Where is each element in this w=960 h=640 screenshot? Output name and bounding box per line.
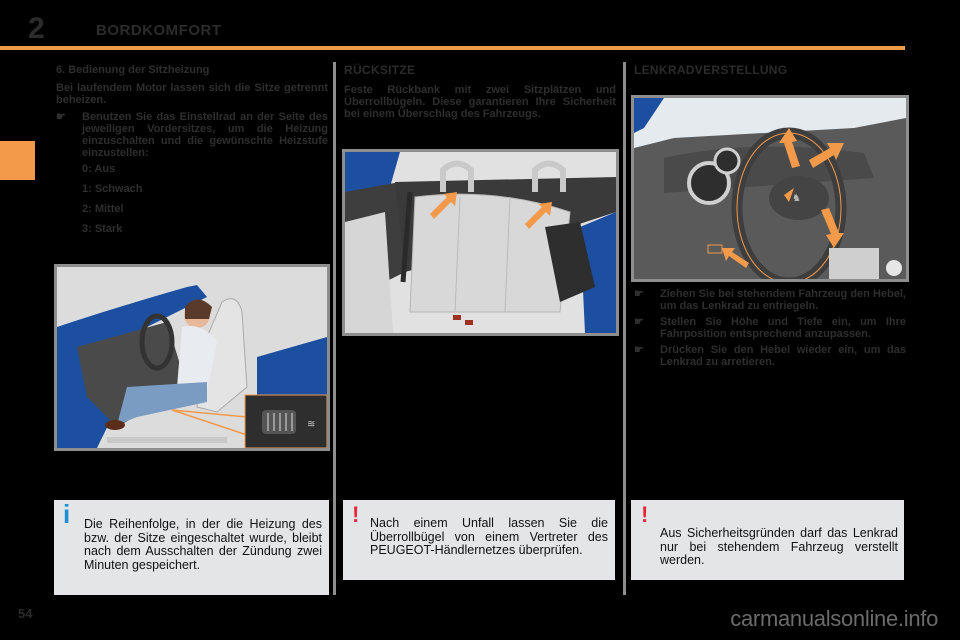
rear-seats-illustration <box>345 152 616 333</box>
steering-instruction <box>634 316 906 340</box>
middle-column <box>344 64 616 125</box>
warning-note <box>343 500 615 580</box>
chapter-side-tab <box>0 141 35 180</box>
instruction-text: Drücken Sie den Hebel wieder ein, um das Lenkrad zu arretieren. <box>660 344 906 368</box>
heating-level: 2: Mittel <box>82 203 124 215</box>
pointing-hand-icon: ☛ <box>56 111 66 123</box>
instruction-text: Ziehen Sie bei stehendem Fahrzeug den Hebel, um das Lenkrad zu entriegeln. <box>660 288 906 312</box>
heating-level: 3: Stark <box>82 223 123 235</box>
header-rule <box>0 46 905 50</box>
right-column <box>634 64 906 84</box>
page-number: 54 <box>18 606 33 621</box>
svg-text:♞: ♞ <box>792 193 801 204</box>
instruction-text: Benutzen Sie das Einstellrad an der Seite des jeweiligen Vordersitzes, um die Heizung einzuschalten und die gewünschte Heizstufe einzustellen: <box>82 111 328 159</box>
heating-level: 0: Aus <box>82 163 116 175</box>
instruction-text: Stellen Sie Höhe und Tiefe ein, um Ihre Fahrposition entsprechend anzupassen. <box>660 316 906 340</box>
seat-heating-figure <box>54 264 330 451</box>
heating-levels-list <box>56 163 328 235</box>
warning-note-text: Nach einem Unfall lassen Sie die Überrollbügel von einem Vertreter des PEUGEOT-Händlernetzes überprüfen. <box>370 516 608 557</box>
steering-instruction <box>634 344 906 368</box>
heating-level: 1: Schwach <box>82 183 143 195</box>
steering-adjustment-heading: LENKRADVERSTELLUNG <box>634 63 788 77</box>
svg-text:≋: ≋ <box>307 419 316 430</box>
chapter-number: 2 <box>28 12 45 45</box>
watermark: carmanualsonline.info <box>730 606 938 631</box>
pointing-hand-icon: ☛ <box>634 344 644 356</box>
info-icon: i <box>63 499 71 529</box>
info-note-text: Die Reihenfolge, in der die Heizung des bzw. der Sitze eingeschaltet wurde, bleibt nach dem Ausschalten der Zündung zwei Minuten gespeichert. <box>84 517 322 572</box>
pointing-hand-icon: ☛ <box>634 316 644 328</box>
warning-note <box>631 500 904 580</box>
warning-icon: ! <box>641 502 649 527</box>
column-divider <box>333 62 336 595</box>
seat-heating-illustration <box>57 267 327 448</box>
warning-icon: ! <box>352 502 360 527</box>
chapter-title: BORDKOMFORT <box>96 22 222 39</box>
seat-heating-intro: Bei laufendem Motor lassen sich die Sitze getrennt beheizen. <box>56 82 328 106</box>
column-divider <box>623 62 626 595</box>
seat-heating-subheading: 6. Bedienung der Sitzheizung <box>56 64 210 76</box>
rear-seats-heading: RÜCKSITZE <box>344 63 416 77</box>
seat-heating-instruction <box>56 111 328 159</box>
info-note <box>54 500 329 595</box>
steering-instructions <box>634 288 906 372</box>
steering-wheel-illustration <box>634 98 906 279</box>
rear-seats-figure <box>342 149 619 336</box>
rear-seats-body: Feste Rückbank mit zwei Sitzplätzen und Überrollbügeln. Diese garantieren Ihre Sicherheit bei einem Überschlag des Fahrzeugs. <box>344 84 616 120</box>
pointing-hand-icon: ☛ <box>634 288 644 300</box>
warning-note-text: Aus Sicherheitsgründen darf das Lenkrad nur bei stehendem Fahrzeug verstellt werden. <box>660 526 898 567</box>
steering-wheel-figure <box>631 95 909 282</box>
left-column <box>56 64 328 243</box>
steering-instruction <box>634 288 906 312</box>
